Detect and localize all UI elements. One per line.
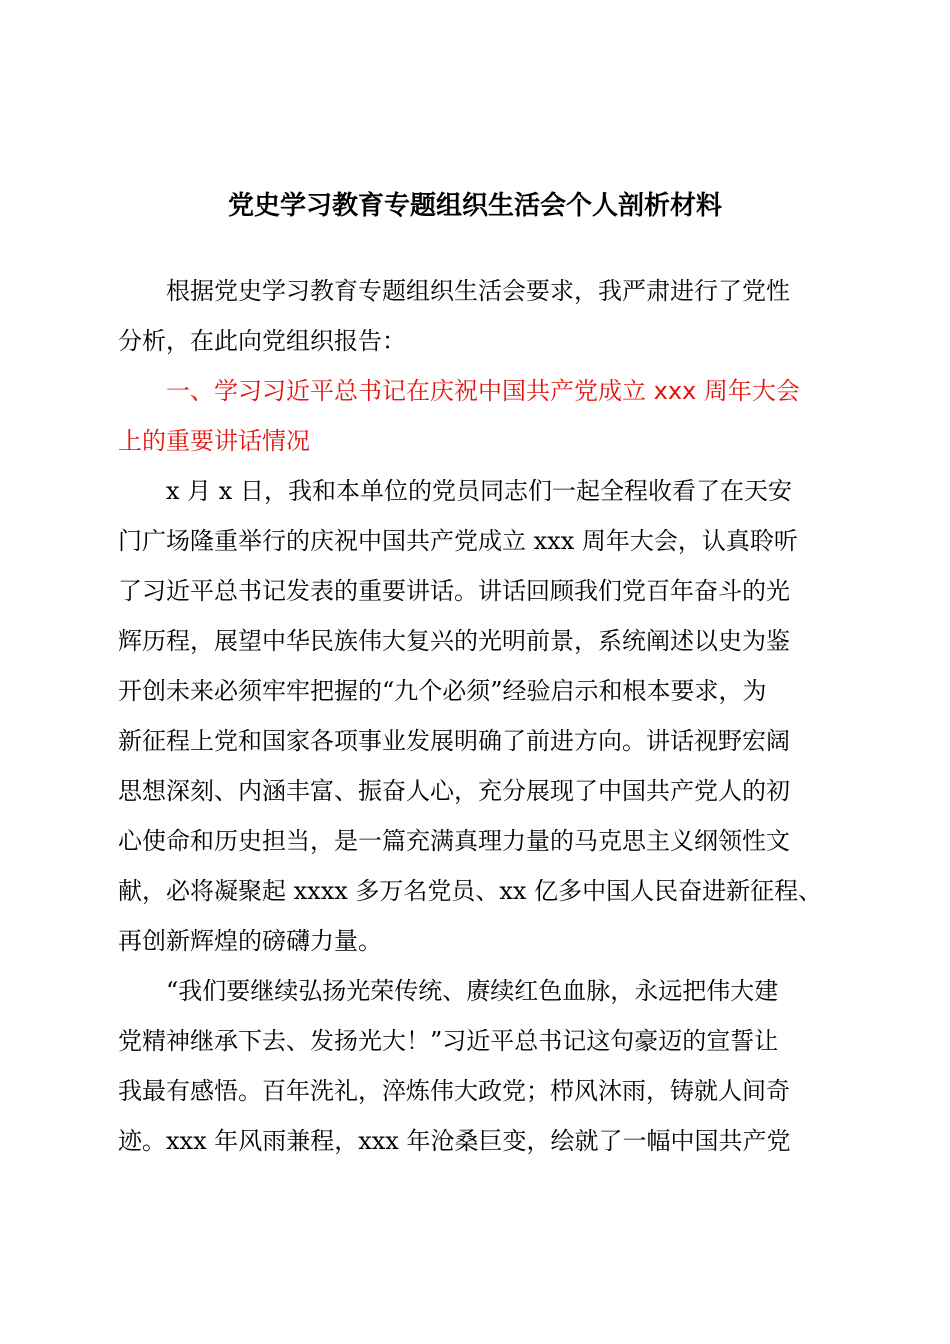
paragraph-line: 开创未来必须牢牢把握的“九个必须”经验启示和根本要求，为 bbox=[118, 677, 767, 705]
paragraph-line: 再创新辉煌的磅礴力量。 bbox=[118, 927, 382, 955]
section-heading-line: 上的重要讲话情况 bbox=[118, 427, 310, 455]
intro-line: 分析，在此向党组织报告： bbox=[118, 327, 406, 355]
paragraph-line: 心使命和历史担当，是一篇充满真理力量的马克思主义纲领性文 bbox=[118, 827, 790, 855]
section-heading-line: 一、学习习近平总书记在庆祝中国共产党成立 xxx 周年大会 bbox=[166, 377, 800, 405]
paragraph-line: 新征程上党和国家各项事业发展明确了前进方向。讲话视野宏阔 bbox=[118, 727, 790, 755]
paragraph-line: 门广场隆重举行的庆祝中国共产党成立 xxx 周年大会，认真聆听 bbox=[118, 527, 798, 555]
paragraph-line: x 月 x 日，我和本单位的党员同志们一起全程收看了在天安 bbox=[166, 477, 792, 505]
paragraph-line: 党精神继承下去、发扬光大！”习近平总书记这句豪迈的宣誓让 bbox=[118, 1027, 779, 1055]
paragraph-line: 思想深刻、内涵丰富、振奋人心，充分展现了中国共产党人的初 bbox=[118, 777, 790, 805]
paragraph-line: “我们要继续弘扬光荣传统、赓续红色血脉，永远把伟大建 bbox=[166, 977, 779, 1005]
paragraph-line: 我最有感悟。百年洗礼，淬炼伟大政党；栉风沐雨，铸就人间奇 bbox=[118, 1077, 790, 1105]
document-title: 党史学习教育专题组织生活会个人剖析材料 bbox=[227, 191, 722, 221]
intro-line: 根据党史学习教育专题组织生活会要求，我严肃进行了党性 bbox=[166, 277, 790, 305]
paragraph-line: 迹。xxx 年风雨兼程，xxx 年沧桑巨变，绘就了一幅中国共产党 bbox=[118, 1127, 791, 1155]
paragraph-line: 辉历程，展望中华民族伟大复兴的光明前景，系统阐述以史为鉴 bbox=[118, 627, 790, 655]
paragraph-line: 献，必将凝聚起 xxxx 多万名党员、xx 亿多中国人民奋进新征程、 bbox=[118, 877, 823, 905]
paragraph-line: 了习近平总书记发表的重要讲话。讲话回顾我们党百年奋斗的光 bbox=[118, 577, 790, 605]
